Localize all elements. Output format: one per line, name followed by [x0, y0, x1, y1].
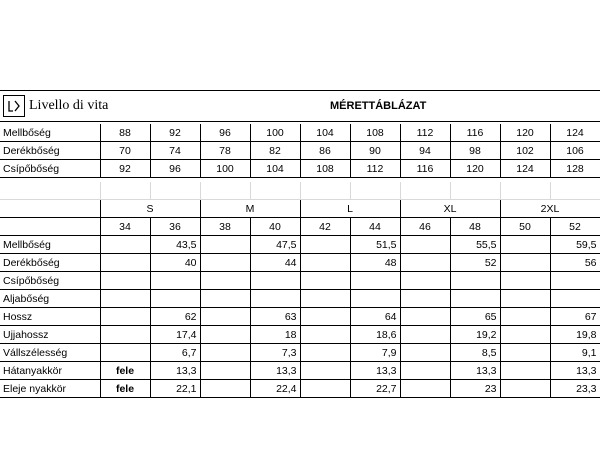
table-row [0, 380, 600, 398]
table-cell [550, 272, 600, 290]
table-cell [350, 290, 400, 308]
table-cell: 64 [350, 308, 400, 326]
empty-cell [300, 308, 350, 326]
empty-cell [300, 290, 350, 308]
row-label: Mellbőség [0, 124, 100, 142]
half-marker: fele [100, 362, 150, 380]
table-cell: 19,8 [550, 326, 600, 344]
table-cell: 6,7 [150, 344, 200, 362]
table-cell: 8,5 [450, 344, 500, 362]
empty-cell [400, 254, 450, 272]
row-label: Mellbőség [0, 236, 100, 254]
table-cell: 62 [150, 308, 200, 326]
table-cell: 22,4 [250, 380, 300, 398]
table-cell: 96 [200, 124, 250, 142]
empty-cell [500, 344, 550, 362]
subsize-header: 34 [100, 218, 150, 236]
table-cell: 48 [350, 254, 400, 272]
table-row [0, 308, 600, 326]
table-cell: 18 [250, 326, 300, 344]
empty-cell [400, 272, 450, 290]
table-row [0, 344, 600, 362]
table-cell: 120 [500, 124, 550, 142]
logo-text: Livello di vita [29, 98, 109, 113]
empty-cell [200, 326, 250, 344]
subsize-header: 48 [450, 218, 500, 236]
table-cell: 44 [250, 254, 300, 272]
logo-mark-icon [3, 95, 25, 117]
sheet-header [0, 90, 600, 122]
half-marker: fele [100, 380, 150, 398]
half-marker [100, 326, 150, 344]
table-cell: 13,3 [250, 362, 300, 380]
table-cell: 13,3 [450, 362, 500, 380]
empty-cell [400, 308, 450, 326]
subsize-header: 36 [150, 218, 200, 236]
table-cell: 63 [250, 308, 300, 326]
table-cell: 13,3 [550, 362, 600, 380]
table-cell: 78 [200, 142, 250, 160]
table-row [0, 160, 600, 178]
table-row [0, 254, 600, 272]
table-cell: 124 [500, 160, 550, 178]
empty-cell [200, 236, 250, 254]
table-cell: 82 [250, 142, 300, 160]
table-cell: 98 [450, 142, 500, 160]
table-cell: 17,4 [150, 326, 200, 344]
empty-cell [400, 380, 450, 398]
table-cell: 120 [450, 160, 500, 178]
table-cell: 96 [150, 160, 200, 178]
table-cell [250, 272, 300, 290]
subsize-header: 50 [500, 218, 550, 236]
spacer-grid [0, 182, 600, 200]
size-header: XL [400, 200, 500, 218]
table-cell: 18,6 [350, 326, 400, 344]
row-label: Csípőbőség [0, 160, 100, 178]
empty-cell [400, 326, 450, 344]
subsize-header: 40 [250, 218, 300, 236]
size-header: M [200, 200, 300, 218]
table-cell: 104 [300, 124, 350, 142]
empty-cell [200, 380, 250, 398]
table-row [0, 236, 600, 254]
size-header: L [300, 200, 400, 218]
table-cell: 13,3 [350, 362, 400, 380]
table-cell: 43,5 [150, 236, 200, 254]
empty-cell [500, 254, 550, 272]
table-cell: 128 [550, 160, 600, 178]
empty-cell [400, 362, 450, 380]
table-cell: 74 [150, 142, 200, 160]
table-cell: 52 [450, 254, 500, 272]
subsize-row [0, 218, 600, 236]
table-cell: 56 [550, 254, 600, 272]
row-label: Hátanyakkör [0, 362, 100, 380]
table-cell: 100 [250, 124, 300, 142]
empty-cell [200, 344, 250, 362]
empty-cell [200, 362, 250, 380]
empty-cell [300, 344, 350, 362]
table-row [0, 124, 600, 142]
row-label: Hossz [0, 308, 100, 326]
table-cell: 67 [550, 308, 600, 326]
empty-cell [200, 290, 250, 308]
table-cell: 104 [250, 160, 300, 178]
empty-cell [300, 362, 350, 380]
table-cell: 86 [300, 142, 350, 160]
table-cell: 116 [400, 160, 450, 178]
table-cell [150, 272, 200, 290]
row-label: Eleje nyakkör [0, 380, 100, 398]
table-cell [450, 272, 500, 290]
table-cell: 22,7 [350, 380, 400, 398]
empty-cell [200, 272, 250, 290]
table-cell: 23 [450, 380, 500, 398]
empty-cell [400, 290, 450, 308]
half-marker [100, 272, 150, 290]
table-row [0, 142, 600, 160]
table-cell [150, 290, 200, 308]
table-cell: 59,5 [550, 236, 600, 254]
table-cell: 112 [350, 160, 400, 178]
half-marker [100, 236, 150, 254]
row-label: Derékbőség [0, 142, 100, 160]
empty-cell [500, 326, 550, 344]
empty-cell [200, 254, 250, 272]
table-cell: 22,1 [150, 380, 200, 398]
table-cell [450, 290, 500, 308]
half-marker [100, 308, 150, 326]
table-cell [350, 272, 400, 290]
subsize-header: 46 [400, 218, 450, 236]
half-marker [100, 254, 150, 272]
table-row [0, 290, 600, 308]
table-cell: 13,3 [150, 362, 200, 380]
row-label: Ujjahossz [0, 326, 100, 344]
row-label: Vállszélesség [0, 344, 100, 362]
table-cell: 92 [150, 124, 200, 142]
empty-cell [300, 254, 350, 272]
half-marker [100, 290, 150, 308]
table-cell: 92 [100, 160, 150, 178]
empty-cell [500, 290, 550, 308]
table-cell: 94 [400, 142, 450, 160]
subsize-header: 52 [550, 218, 600, 236]
table-cell: 9,1 [550, 344, 600, 362]
empty-cell [500, 380, 550, 398]
empty-cell [200, 308, 250, 326]
empty-cell [400, 236, 450, 254]
empty-cell [500, 308, 550, 326]
table-cell: 47,5 [250, 236, 300, 254]
row-label: Derékbőség [0, 254, 100, 272]
table-cell: 7,9 [350, 344, 400, 362]
table-cell [550, 290, 600, 308]
table-cell: 19,2 [450, 326, 500, 344]
table-cell: 70 [100, 142, 150, 160]
table-row [0, 326, 600, 344]
size-table [0, 200, 600, 398]
size-header-row [0, 200, 600, 218]
table-cell: 108 [300, 160, 350, 178]
half-marker [100, 344, 150, 362]
table-cell: 124 [550, 124, 600, 142]
top-measure-table [0, 124, 600, 178]
row-label: Csípőbőség [0, 272, 100, 290]
subsize-header: 38 [200, 218, 250, 236]
page-title: MÉRETTÁBLÁZAT [330, 100, 427, 112]
table-cell: 112 [400, 124, 450, 142]
table-cell: 65 [450, 308, 500, 326]
empty-cell [400, 344, 450, 362]
empty-cell [300, 272, 350, 290]
table-cell: 108 [350, 124, 400, 142]
subsize-header: 44 [350, 218, 400, 236]
empty-cell [500, 362, 550, 380]
empty-cell [500, 236, 550, 254]
corner-cell [0, 200, 100, 218]
table-cell: 102 [500, 142, 550, 160]
table-row [0, 362, 600, 380]
empty-cell [300, 236, 350, 254]
table-cell: 40 [150, 254, 200, 272]
table-cell: 88 [100, 124, 150, 142]
corner-cell [0, 218, 100, 236]
table-cell: 55,5 [450, 236, 500, 254]
empty-cell [300, 326, 350, 344]
table-cell: 51,5 [350, 236, 400, 254]
empty-cell [500, 272, 550, 290]
size-header: 2XL [500, 200, 600, 218]
row-label: Aljabőség [0, 290, 100, 308]
table-cell: 106 [550, 142, 600, 160]
table-cell: 90 [350, 142, 400, 160]
table-cell [250, 290, 300, 308]
empty-cell [300, 380, 350, 398]
size-header: S [100, 200, 200, 218]
table-cell: 7,3 [250, 344, 300, 362]
brand-logo [3, 95, 108, 117]
table-cell: 23,3 [550, 380, 600, 398]
table-row [0, 272, 600, 290]
table-cell: 100 [200, 160, 250, 178]
table-cell: 116 [450, 124, 500, 142]
subsize-header: 42 [300, 218, 350, 236]
